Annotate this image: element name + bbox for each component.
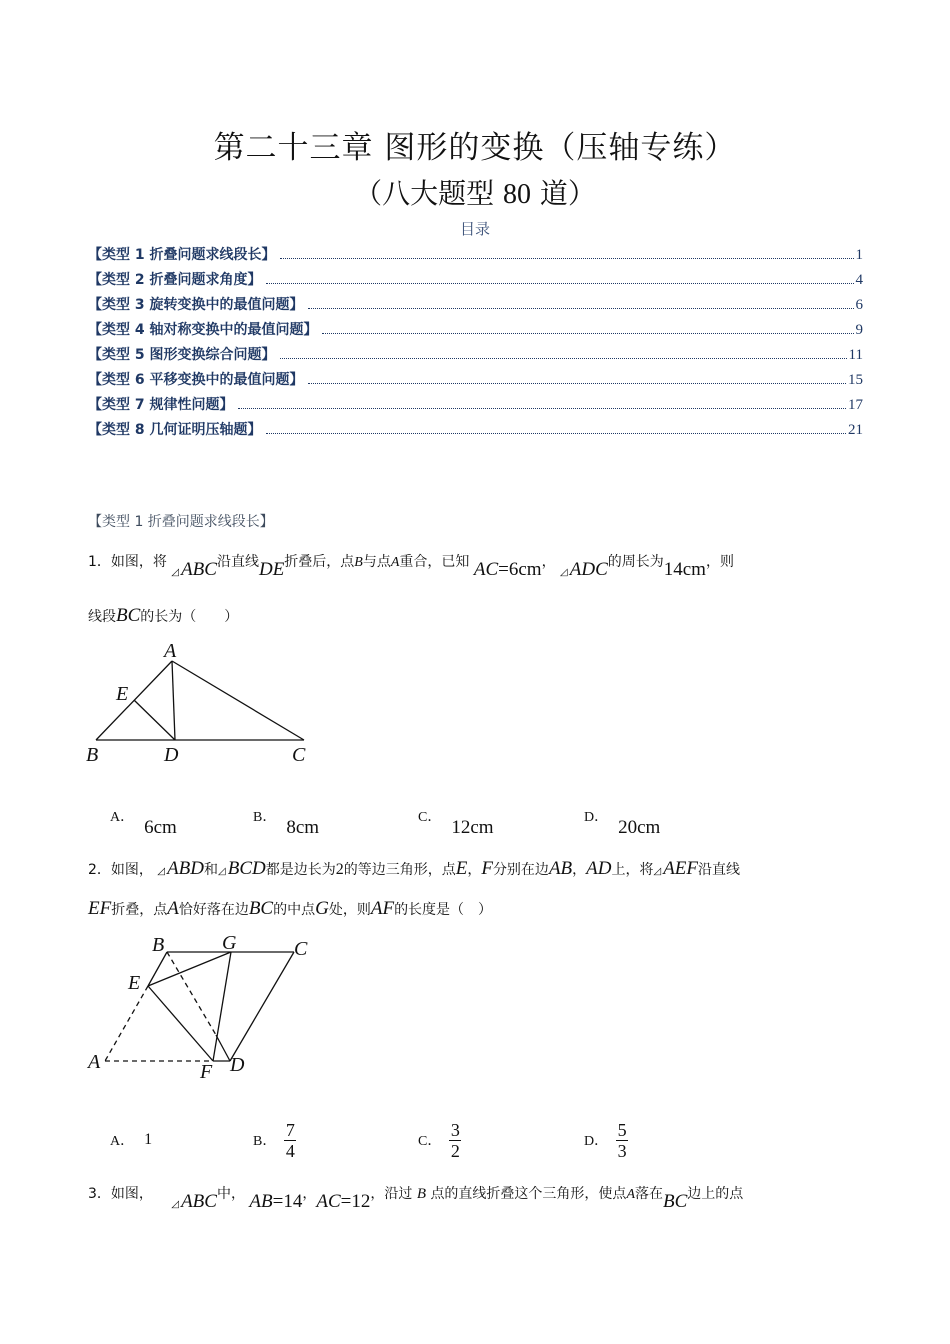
label-E: E	[116, 683, 129, 705]
numerator: 3	[450, 1119, 460, 1140]
math: A	[626, 1187, 635, 1202]
toc-leader-dots	[308, 307, 854, 309]
option-c[interactable]	[418, 805, 494, 838]
math: AF	[370, 898, 395, 919]
text: 如图，将	[110, 554, 167, 570]
toc-entry[interactable]	[88, 344, 863, 369]
label-C: C	[292, 744, 306, 766]
toc-entry[interactable]	[88, 319, 863, 344]
toc-entry-label: 【类型 8 几何证明压轴题】	[88, 422, 262, 438]
numerator: 7	[285, 1119, 295, 1140]
toc-leader-dots	[322, 332, 854, 334]
text: ，则	[705, 554, 734, 570]
toc-entry-label: 【类型 7 规律性问题】	[88, 397, 234, 413]
document-title: 第二十三章 图形的变换（压轴专练）	[213, 130, 737, 166]
toc-entry[interactable]	[88, 294, 863, 319]
math: =6cm	[498, 559, 542, 580]
subtitle-prefix: （八大题型	[354, 177, 495, 210]
label-F: F	[200, 1061, 213, 1083]
math: AB	[548, 858, 573, 879]
triangle-icon: ◿	[218, 866, 226, 877]
text: 如图，	[110, 1186, 153, 1202]
table-of-contents	[88, 244, 863, 444]
text: 沿直线	[698, 862, 741, 878]
toc-entry-page: 15	[848, 372, 863, 388]
text: 分别在边	[492, 862, 549, 878]
question-3-line-1	[88, 1182, 744, 1212]
text: 和	[204, 862, 219, 878]
triangle-expr	[171, 559, 217, 580]
question-number: 3．	[88, 1186, 111, 1202]
label-A: A	[164, 640, 177, 662]
text: 中，	[216, 1186, 245, 1202]
option-key: D．	[584, 810, 609, 825]
label-D: D	[230, 1054, 245, 1076]
toc-leader-dots	[266, 432, 847, 434]
math: AEF	[663, 858, 699, 879]
text: 折叠，点	[111, 902, 168, 918]
math: E	[455, 858, 468, 879]
option-value: 1	[144, 1131, 153, 1148]
fraction	[284, 1121, 296, 1160]
text: ，	[572, 862, 587, 878]
label-E: E	[128, 972, 141, 994]
toc-entry-page: 17	[848, 397, 863, 413]
math: ABC	[181, 1191, 217, 1212]
text: 处，则	[328, 902, 371, 918]
math: A	[390, 555, 400, 570]
triangle-icon: ◿	[157, 866, 166, 877]
text: 都是边长为	[265, 862, 336, 878]
document-subtitle	[0, 172, 950, 212]
option-key: B．	[253, 810, 277, 825]
numerator: 5	[617, 1119, 627, 1140]
math: BC	[248, 898, 274, 919]
fraction	[449, 1121, 461, 1160]
text: 点的直线折叠这个三角形，使点	[430, 1186, 627, 1202]
toc-leader-dots	[238, 407, 847, 409]
subtitle-count: 80	[503, 179, 531, 210]
toc-entry-label: 【类型 1 折叠问题求线段长】	[88, 247, 276, 263]
label-D: D	[164, 744, 179, 766]
triangle-icon: ◿	[653, 866, 662, 877]
text: 上，将	[611, 862, 654, 878]
toc-entry[interactable]	[88, 244, 863, 269]
toc-leader-dots	[308, 382, 847, 384]
math: B	[416, 1186, 426, 1202]
label-B: B	[152, 934, 165, 956]
text: ，沿过	[370, 1186, 413, 1202]
toc-entry-page: 11	[848, 347, 863, 363]
toc-leader-dots	[266, 282, 854, 284]
text: 恰好落在边	[178, 902, 249, 918]
question-number: 1．	[88, 554, 111, 570]
option-key: A．	[110, 810, 135, 825]
text: 与点	[362, 554, 391, 570]
label-B: B	[86, 744, 99, 766]
question-2-line-2	[88, 898, 492, 920]
toc-entry[interactable]	[88, 369, 863, 394]
toc-entry-page: 6	[855, 297, 863, 313]
text: 线段	[88, 609, 116, 625]
triangle-expr	[560, 559, 608, 580]
toc-entry[interactable]	[88, 394, 863, 419]
math: BC	[663, 1191, 688, 1212]
text: 落在	[635, 1186, 663, 1202]
triangle-icon: ◿	[171, 567, 180, 578]
toc-entry[interactable]	[88, 419, 863, 444]
question-2-line-1	[88, 858, 740, 880]
math: DE	[258, 559, 285, 580]
option-value: 12cm	[451, 817, 494, 838]
toc-entry-label: 【类型 6 平移变换中的最值问题】	[88, 372, 304, 388]
denominator: 3	[617, 1140, 627, 1161]
subtitle-suffix: 道）	[539, 177, 596, 210]
option-b[interactable]	[253, 805, 320, 838]
toc-entry-page: 4	[855, 272, 863, 288]
text: 如图，	[110, 862, 153, 878]
math-expr	[473, 559, 542, 580]
label-A: A	[88, 1051, 101, 1073]
label-C: C	[294, 938, 308, 960]
math: BCD	[227, 858, 266, 879]
text: 重合，已知	[399, 554, 470, 570]
option-key: C．	[418, 1134, 442, 1149]
text: ，	[302, 1186, 317, 1202]
option-a[interactable]	[110, 1120, 152, 1160]
text: 的长度是（ ）	[394, 902, 493, 918]
toc-entry-label: 【类型 5 图形变换综合问题】	[88, 347, 276, 363]
math: F	[481, 858, 493, 879]
math: AC	[473, 559, 499, 580]
math-expr	[316, 1191, 371, 1212]
text: 的长为（ ）	[140, 609, 239, 625]
math: A	[167, 898, 179, 919]
math: EF	[88, 898, 112, 919]
math: BC	[116, 605, 141, 626]
figure-1-triangle	[80, 635, 330, 770]
math: 14cm	[663, 559, 706, 580]
toc-leader-dots	[280, 257, 854, 259]
math: AB	[249, 1191, 273, 1212]
section-heading: 【类型 1 折叠问题求线段长】	[88, 514, 274, 530]
option-a[interactable]	[110, 805, 177, 838]
question-number: 2．	[88, 862, 111, 878]
triangle-icon: ◿	[171, 1199, 180, 1210]
text: 的中点	[273, 902, 316, 918]
denominator: 4	[285, 1140, 295, 1161]
fraction	[616, 1121, 628, 1160]
option-c[interactable]	[418, 1120, 461, 1160]
option-b[interactable]	[253, 1120, 296, 1160]
option-value: 6cm	[144, 817, 177, 838]
toc-entry[interactable]	[88, 269, 863, 294]
question-1-line-2	[88, 605, 238, 627]
toc-entry-page: 9	[855, 322, 863, 338]
math: ABD	[167, 858, 205, 879]
question-1-line-1	[88, 550, 734, 580]
toc-entry-label: 【类型 2 折叠问题求角度】	[88, 272, 262, 288]
text: 的等边三角形，点	[343, 862, 456, 878]
toc-entry-page: 1	[855, 247, 863, 263]
math: ADC	[569, 559, 608, 580]
math: =14	[272, 1191, 303, 1212]
toc-entry-label: 【类型 3 旋转变换中的最值问题】	[88, 297, 304, 313]
option-value: 20cm	[618, 817, 661, 838]
toc-leader-dots	[280, 357, 847, 359]
option-key: D．	[584, 1134, 609, 1149]
text: ，	[467, 862, 482, 878]
text: 的周长为	[607, 554, 664, 570]
triangle-icon: ◿	[560, 567, 568, 578]
triangle-expr	[171, 1191, 217, 1212]
text: 折叠后，点	[284, 554, 355, 570]
math: =12	[340, 1191, 371, 1212]
math: ABC	[181, 559, 217, 580]
option-key: C．	[418, 810, 442, 825]
option-d[interactable]	[584, 805, 661, 838]
option-key: A．	[110, 1134, 135, 1149]
option-value: 8cm	[286, 817, 320, 838]
math: B	[354, 555, 363, 570]
math: G	[315, 898, 329, 919]
toc-heading: 目录	[459, 220, 490, 238]
math-expr	[249, 1191, 303, 1212]
option-key: B．	[253, 1134, 277, 1149]
text: 沿直线	[216, 554, 259, 570]
math: AC	[316, 1191, 341, 1212]
label-G: G	[222, 932, 237, 954]
denominator: 2	[450, 1140, 460, 1161]
text: ，	[541, 554, 556, 570]
option-d[interactable]	[584, 1120, 628, 1160]
toc-entry-label: 【类型 4 轴对称变换中的最值问题】	[88, 322, 318, 338]
text: 边上的点	[687, 1186, 744, 1202]
toc-entry-page: 21	[848, 422, 863, 438]
math: 2	[335, 861, 344, 878]
figure-2-rhombus-fold	[80, 925, 330, 1090]
math: AD	[586, 858, 612, 879]
